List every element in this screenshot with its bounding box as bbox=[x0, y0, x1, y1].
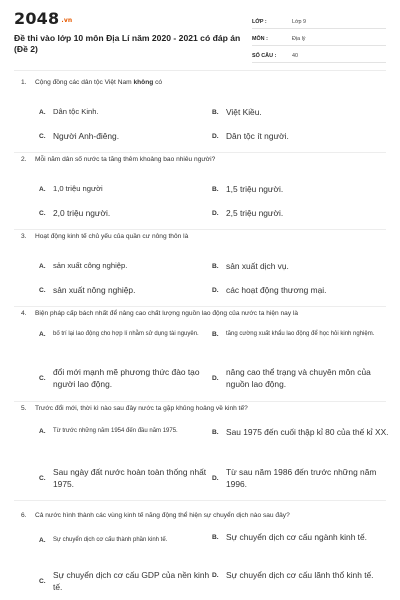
meta-value: 40 bbox=[292, 52, 298, 59]
question-number: 1. bbox=[21, 79, 27, 86]
header-left bbox=[14, 10, 252, 55]
question-text: Cả nước hình thành các vùng kinh tế năng động thể hiện sự chuyển dịch nào sau đây? bbox=[35, 512, 290, 519]
option-letter: A. bbox=[39, 330, 46, 338]
option-letter: C. bbox=[39, 578, 46, 585]
option-letter: B. bbox=[212, 186, 219, 194]
meta-row-class bbox=[252, 15, 386, 29]
option-c[interactable] bbox=[39, 285, 217, 297]
option-d[interactable] bbox=[212, 467, 390, 490]
option-text: Từ trước những năm 1954 đến đầu năm 1975. bbox=[53, 428, 178, 434]
option-a[interactable] bbox=[39, 107, 217, 117]
option-text: Sự chuyển dịch cơ cấu lãnh thổ kinh tế. bbox=[226, 570, 374, 580]
logo-suffix: .vn bbox=[61, 17, 73, 24]
question-stem bbox=[14, 232, 386, 241]
option-text: sản xuất dịch vụ. bbox=[226, 261, 289, 271]
question-5 bbox=[14, 404, 389, 501]
option-text: các hoạt động thương mại. bbox=[226, 285, 327, 295]
option-letter: A. bbox=[39, 108, 46, 116]
option-text: Dân tộc ít người. bbox=[226, 131, 289, 141]
question-stem bbox=[14, 404, 386, 413]
option-d[interactable] bbox=[212, 131, 390, 143]
option-text: sản xuất nông nghiệp. bbox=[53, 285, 136, 295]
option-text: Người Anh-điêng. bbox=[53, 131, 120, 141]
option-letter: C. bbox=[39, 475, 46, 482]
option-a[interactable] bbox=[39, 261, 217, 271]
option-b[interactable] bbox=[212, 330, 390, 338]
option-letter: B. bbox=[212, 109, 219, 117]
option-letter: B. bbox=[212, 263, 219, 271]
question-number: 6. bbox=[21, 512, 27, 519]
option-d[interactable] bbox=[212, 570, 390, 582]
option-letter: A. bbox=[39, 427, 46, 435]
meta-key: MÔN : bbox=[252, 35, 268, 42]
option-letter: A. bbox=[39, 536, 46, 544]
option-a[interactable] bbox=[39, 536, 219, 544]
option-text: tăng cường xuất khẩu lao động để học hỏi kinh nghiệm. bbox=[226, 331, 375, 337]
option-d[interactable] bbox=[212, 208, 390, 220]
page-title bbox=[14, 33, 252, 55]
question-emphasis: không bbox=[133, 79, 154, 86]
question-number: 2. bbox=[21, 156, 27, 163]
meta-value: Lớp 9 bbox=[292, 18, 307, 25]
option-c[interactable] bbox=[39, 131, 217, 143]
question-6 bbox=[14, 511, 386, 600]
option-b[interactable] bbox=[212, 107, 390, 119]
logo-text: 2048 bbox=[14, 9, 60, 28]
question-text: Cộng đồng các dân tộc Việt Nam không có bbox=[35, 79, 163, 86]
option-letter: C. bbox=[39, 287, 46, 295]
question-number: 4. bbox=[21, 310, 27, 317]
option-letter: D. bbox=[212, 133, 219, 141]
meta-value: Địa lý bbox=[292, 35, 306, 42]
question-stem bbox=[14, 511, 386, 520]
option-text: 2,0 triệu người. bbox=[53, 208, 111, 218]
option-text: Từ sau năm 1986 đến trước những năm 1996. bbox=[226, 467, 377, 489]
question-3 bbox=[14, 232, 386, 307]
option-c[interactable] bbox=[39, 570, 217, 593]
option-c[interactable] bbox=[39, 367, 219, 390]
option-c[interactable] bbox=[39, 208, 217, 220]
option-text: bố trí lại lao động cho hợp lí nhằm sử dụng tài nguyên. bbox=[53, 331, 199, 337]
meta-key: SỐ CÂU : bbox=[252, 52, 277, 59]
option-a[interactable] bbox=[39, 427, 217, 435]
option-letter: C. bbox=[39, 210, 46, 218]
site-logo[interactable] bbox=[14, 10, 252, 30]
option-text: 1,5 triệu người. bbox=[226, 184, 284, 194]
option-b[interactable] bbox=[212, 427, 390, 439]
option-letter: D. bbox=[212, 210, 219, 218]
option-letter: D. bbox=[212, 475, 219, 482]
meta-row-subject bbox=[252, 32, 386, 46]
question-number: 5. bbox=[21, 405, 27, 412]
option-text: 2,5 triệu người. bbox=[226, 208, 284, 218]
option-b[interactable] bbox=[212, 184, 390, 196]
option-text: Sự chuyển dịch cơ cấu ngành kinh tế. bbox=[226, 532, 367, 542]
question-number: 3. bbox=[21, 233, 27, 240]
question-text: Mỗi năm dân số nước ta tăng thêm khoảng bao nhiêu người? bbox=[35, 156, 216, 163]
option-text: 1,0 triệu người bbox=[53, 184, 103, 193]
meta-key: LỚP : bbox=[252, 18, 267, 25]
question-text: Trước đổi mới, thời kì nào sau đây nước ta gặp khủng hoảng về kinh tế? bbox=[35, 405, 248, 412]
option-text: Sau 1975 đến cuối thập kỉ 80 của thế kỉ XX. bbox=[226, 427, 389, 437]
option-c[interactable] bbox=[39, 467, 217, 490]
option-letter: B. bbox=[212, 330, 219, 338]
question-4 bbox=[14, 309, 386, 402]
option-b[interactable] bbox=[212, 261, 390, 273]
question-text: Biện pháp cấp bách nhất để nâng cao chất lượng nguồn lao động của nước ta hiện nay là bbox=[35, 310, 299, 317]
option-letter: D. bbox=[212, 572, 219, 580]
option-text: Dân tộc Kinh. bbox=[53, 107, 99, 116]
question-text: Hoạt động kinh tế chủ yếu của quần cư nông thôn là bbox=[35, 233, 189, 240]
option-text: sản xuất công nghiệp. bbox=[53, 261, 128, 270]
option-a[interactable] bbox=[39, 184, 217, 194]
option-b[interactable] bbox=[212, 532, 390, 544]
title-line-2: (Đề 2) bbox=[14, 44, 38, 54]
meta-row-count bbox=[252, 49, 386, 63]
option-letter: D. bbox=[212, 287, 219, 295]
option-text: đổi mới mạnh mẽ phương thức đào tạo người lao động. bbox=[53, 367, 200, 389]
option-text: nâng cao thể trạng và chuyên môn của nguồn lao động. bbox=[226, 367, 371, 389]
question-stem bbox=[14, 155, 386, 164]
option-text: Sau ngày đất nước hoàn toàn thống nhất 1975. bbox=[53, 467, 207, 489]
title-line-1: Đề thi vào lớp 10 môn Địa Lí năm 2020 - 2021 có đáp án bbox=[14, 33, 241, 43]
option-text: Sự chuyển dịch cơ cấu thành phần kinh tế. bbox=[53, 537, 168, 543]
option-letter: C. bbox=[39, 133, 46, 141]
page-header bbox=[14, 10, 386, 71]
option-text: Việt Kiều. bbox=[226, 107, 262, 117]
option-letter: B. bbox=[212, 534, 219, 542]
option-letter: A. bbox=[39, 262, 46, 270]
option-d[interactable] bbox=[212, 367, 390, 390]
question-1 bbox=[14, 78, 386, 153]
option-a[interactable] bbox=[39, 330, 219, 338]
option-text: Sự chuyển dịch cơ cấu GDP của nền kinh tế. bbox=[53, 570, 210, 592]
option-letter: D. bbox=[212, 375, 219, 382]
question-stem bbox=[14, 78, 386, 87]
option-letter: B. bbox=[212, 429, 219, 437]
exam-meta bbox=[252, 15, 386, 66]
option-letter: A. bbox=[39, 185, 46, 193]
option-d[interactable] bbox=[212, 285, 390, 297]
option-letter: C. bbox=[39, 375, 46, 382]
question-stem bbox=[14, 309, 386, 318]
question-2 bbox=[14, 155, 386, 230]
